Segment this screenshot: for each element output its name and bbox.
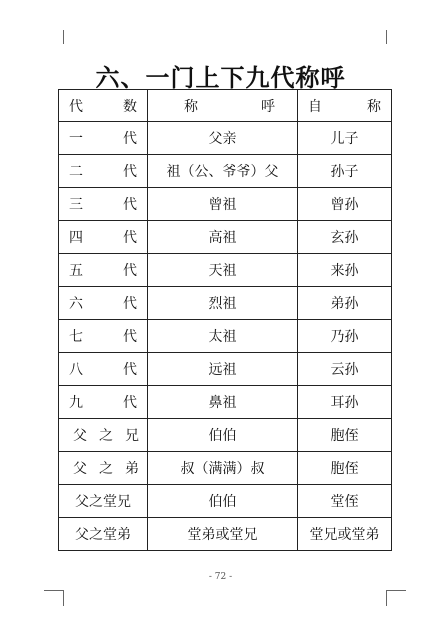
table-header-row: [59, 90, 392, 122]
generation-text: 一: [69, 131, 83, 147]
term-cell: 烈祖: [148, 287, 298, 320]
generation-text: 之: [99, 428, 113, 444]
term-cell: 太祖: [148, 320, 298, 353]
self-term-cell: 耳孙: [298, 386, 392, 419]
crop-mark-bottom-right-h: [386, 590, 406, 591]
table-row: [59, 518, 392, 551]
self-term-cell: 孙子: [298, 155, 392, 188]
term-cell: 曾祖: [148, 188, 298, 221]
header-self-char-1: 自: [308, 98, 322, 115]
generation-text: 代: [123, 131, 137, 147]
table-row: [59, 353, 392, 386]
self-term-cell: 乃孙: [298, 320, 392, 353]
table-row: [59, 221, 392, 254]
page-number: - 72 -: [208, 572, 233, 582]
table-row: [59, 122, 392, 155]
generation-cell: [59, 320, 148, 353]
generation-text: 代: [123, 164, 137, 180]
generation-text: 代: [123, 329, 137, 345]
crop-mark-bottom-left-h: [44, 590, 64, 591]
generation-text: 代: [123, 395, 137, 411]
term-cell: 高祖: [148, 221, 298, 254]
generation-cell: [59, 254, 148, 287]
generation-text: 代: [123, 197, 137, 213]
term-cell: 祖（公、爷爷）父: [148, 155, 298, 188]
generation-text: 父: [73, 461, 87, 477]
table-row: [59, 188, 392, 221]
generation-cell: [59, 353, 148, 386]
table-row: [59, 254, 392, 287]
generation-text: 代: [123, 362, 137, 378]
self-term-cell: 堂侄: [298, 485, 392, 518]
table-row: [59, 386, 392, 419]
generation-cell: [59, 452, 148, 485]
self-term-cell: 堂兄或堂弟: [298, 518, 392, 551]
generation-text: 代: [123, 263, 137, 279]
term-cell: 父亲: [148, 122, 298, 155]
self-term-cell: 玄孙: [298, 221, 392, 254]
generation-text: 弟: [125, 461, 139, 477]
header-self: [298, 90, 392, 122]
generation-text: 三: [69, 197, 83, 213]
self-term-cell: 胞侄: [298, 452, 392, 485]
crop-mark-top-left: [63, 30, 64, 44]
generation-text: 八: [69, 362, 83, 378]
generation-cell: [59, 485, 148, 518]
table-row: [59, 155, 392, 188]
header-self-char-2: 称: [367, 98, 381, 115]
table-row: [59, 452, 392, 485]
header-term: [148, 90, 298, 122]
page-title: 六、一门上下九代称呼: [95, 63, 346, 92]
term-cell: 伯伯: [148, 419, 298, 452]
header-term-char-2: 呼: [261, 98, 275, 115]
crop-mark-top-right: [386, 30, 387, 44]
term-cell: 远祖: [148, 353, 298, 386]
generation-text: 六: [69, 296, 83, 312]
kinship-table: [58, 89, 392, 551]
table-row: [59, 287, 392, 320]
generation-cell: [59, 155, 148, 188]
generation-text: 七: [69, 329, 83, 345]
header-generation: [59, 90, 148, 122]
generation-text: 代: [123, 230, 137, 246]
generation-text: 四: [69, 230, 83, 246]
self-term-cell: 胞侄: [298, 419, 392, 452]
generation-cell: [59, 122, 148, 155]
generation-cell: [59, 386, 148, 419]
generation-text: 兄: [125, 428, 139, 444]
self-term-cell: 儿子: [298, 122, 392, 155]
table-row: [59, 485, 392, 518]
table-body: [59, 122, 392, 551]
term-cell: 天祖: [148, 254, 298, 287]
generation-cell: [59, 518, 148, 551]
crop-mark-bottom-right-v: [386, 590, 387, 606]
self-term-cell: 弟孙: [298, 287, 392, 320]
crop-mark-bottom-left-v: [63, 590, 64, 606]
generation-text: 父之堂兄: [75, 494, 131, 510]
self-term-cell: 来孙: [298, 254, 392, 287]
generation-cell: [59, 287, 148, 320]
generation-cell: [59, 188, 148, 221]
table-row: [59, 320, 392, 353]
self-term-cell: 云孙: [298, 353, 392, 386]
generation-text: 父之堂弟: [75, 527, 131, 543]
generation-text: 之: [99, 461, 113, 477]
table-row: [59, 419, 392, 452]
term-cell: 堂弟或堂兄: [148, 518, 298, 551]
self-term-cell: 曾孙: [298, 188, 392, 221]
generation-cell: [59, 419, 148, 452]
term-cell: 伯伯: [148, 485, 298, 518]
generation-text: 九: [69, 395, 83, 411]
term-cell: 叔（满满）叔: [148, 452, 298, 485]
generation-text: 二: [69, 164, 83, 180]
header-generation-char-1: 代: [69, 98, 83, 115]
term-cell: 鼻祖: [148, 386, 298, 419]
generation-cell: [59, 221, 148, 254]
generation-text: 代: [123, 296, 137, 312]
generation-text: 父: [73, 428, 87, 444]
generation-text: 五: [69, 263, 83, 279]
header-generation-char-2: 数: [123, 98, 137, 115]
header-term-char-1: 称: [184, 98, 198, 115]
